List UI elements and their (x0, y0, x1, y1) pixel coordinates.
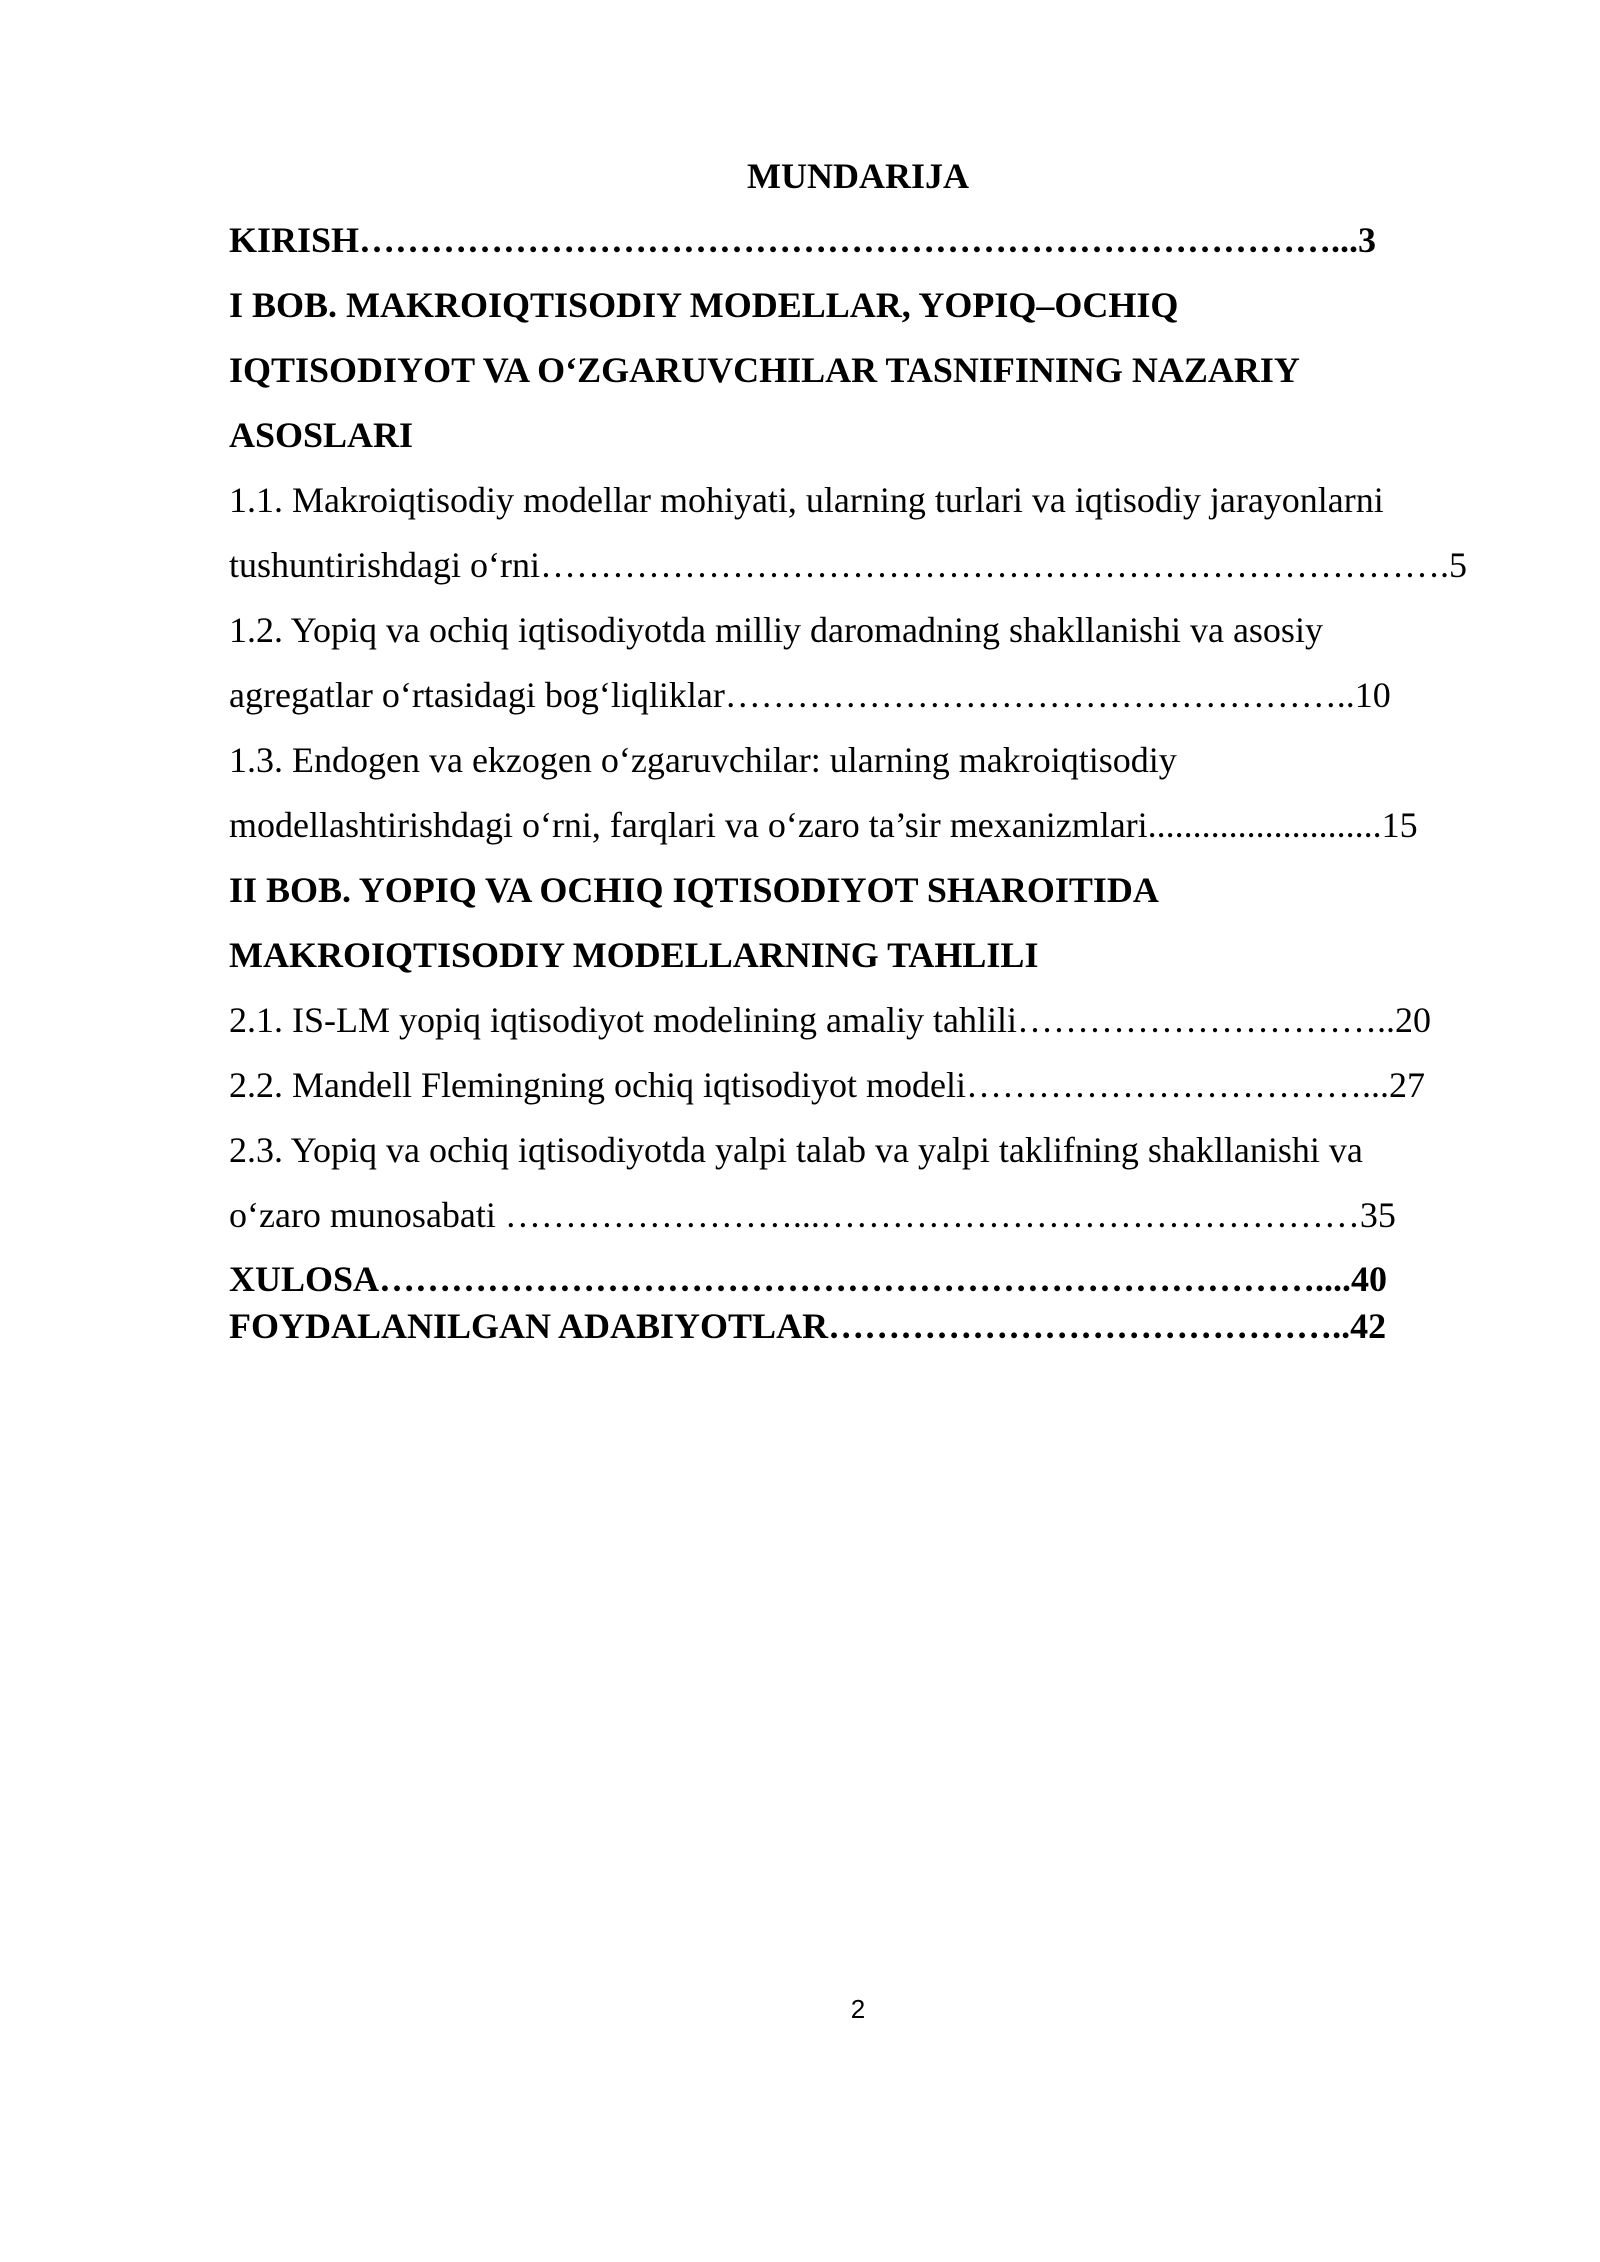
toc-section-2-3-line-1: 2.3. Yopiq va ochiq iqtisodiyotda yalpi talab va yalpi taklifning shakllanishi va (229, 1130, 1363, 1170)
toc-section-1-3-line-1: 1.3. Endogen va ekzogen o‘zgaruvchilar: ularning makroiqtisodiy (229, 740, 1177, 780)
toc-chapter-2-title-line-2: MAKROIQTISODIY MODELLARNING TAHLILI (229, 935, 1039, 975)
toc-entry-kirish: KIRISH………………………………………………………………………...3 (229, 220, 1377, 260)
toc-section-2-2: 2.2. Mandell Flemingning ochiq iqtisodiyot modeli……………………………...27 (229, 1065, 1425, 1105)
toc-section-2-3-line-2: o‘zaro munosabati ……………………...………………………………………35 (229, 1195, 1396, 1235)
toc-section-1-2-line-2: agregatlar o‘rtasidagi bog‘liqliklar……………………………………………..10 (229, 675, 1391, 715)
toc-chapter-2-title-line-1: II BOB. YOPIQ VA OCHIQ IQTISODIYOT SHAROITIDA (229, 870, 1159, 910)
toc-chapter-1-title-line-1: I BOB. MAKROIQTISODIY MODELLAR, YOPIQ–OCHIQ (229, 285, 1179, 325)
toc-section-1-1-line-1: 1.1. Makroiqtisodiy modellar mohiyati, ularning turlari va iqtisodiy jarayonlarni (229, 480, 1384, 520)
toc-entry-adabiyotlar: FOYDALANILGAN ADABIYOTLAR……………………………………..42 (229, 1306, 1387, 1346)
toc-chapter-1-title-line-2: IQTISODIYOT VA O‘ZGARUVCHILAR TASNIFINING NAZARIY (229, 350, 1300, 390)
toc-section-1-2-line-1: 1.2. Yopiq va ochiq iqtisodiyotda milliy daromadning shakllanishi va asosiy (229, 610, 1323, 650)
page-number: 2 (850, 1994, 866, 2024)
toc-section-1-1-line-2: tushuntirishdagi o‘rni………………………………………………………………….5 (229, 545, 1467, 585)
toc-chapter-1-title-line-3: ASOSLARI (229, 415, 414, 455)
toc-entry-xulosa: XULOSA……………………………………………………………………....40 (229, 1259, 1388, 1299)
toc-section-1-3-line-2: modellashtirishdagi o‘rni, farqlari va o‘zaro ta’sir mexanizmlari..........................15 (229, 805, 1418, 845)
toc-heading: MUNDARIJA (747, 156, 969, 196)
toc-section-2-1: 2.1. IS-LM yopiq iqtisodiyot modelining amaliy tahlili…………………………..20 (229, 1000, 1431, 1040)
